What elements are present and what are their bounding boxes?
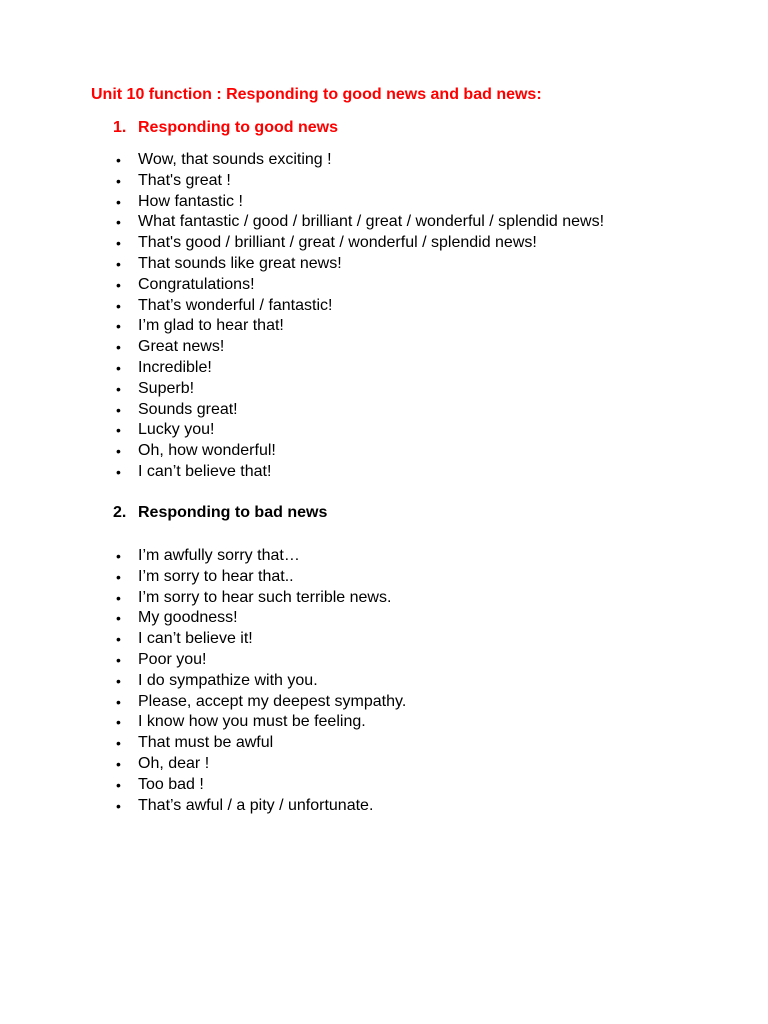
list-item-text: Poor you! — [138, 650, 207, 668]
list-item-text: My goodness! — [138, 609, 238, 627]
section-number: 2. — [113, 504, 127, 521]
bullet-icon: • — [116, 380, 121, 397]
list-item-text: I can’t believe it! — [138, 630, 253, 648]
bullet-icon: • — [116, 568, 121, 585]
list-item-text: I’m sorry to hear such terrible news. — [138, 588, 392, 606]
list-item-text: Sounds great! — [138, 400, 238, 418]
list-item — [113, 567, 406, 588]
list-item — [113, 192, 604, 213]
bullet-icon: • — [116, 735, 121, 752]
bullet-icon: • — [116, 693, 121, 710]
list-item-text: Incredible! — [138, 358, 212, 376]
list-item-text: I’m awfully sorry that… — [138, 547, 300, 564]
list-item — [113, 171, 604, 192]
list-item-text: Great news! — [138, 338, 225, 356]
list-item — [113, 420, 604, 441]
bullet-icon: • — [116, 651, 121, 668]
bad-news-list — [113, 546, 406, 816]
bullet-icon: • — [116, 235, 121, 252]
list-item-text: Oh, dear ! — [138, 754, 210, 772]
list-item — [113, 379, 604, 400]
bullet-icon: • — [116, 672, 121, 689]
list-item — [113, 150, 604, 171]
list-item — [113, 796, 406, 817]
list-item — [113, 775, 406, 796]
list-item — [113, 650, 406, 671]
bullet-icon: • — [116, 631, 121, 648]
list-item-text: I do sympathize with you. — [138, 671, 318, 689]
list-item-text: Wow, that sounds exciting ! — [138, 151, 332, 168]
list-item — [113, 316, 604, 337]
section-heading-label: Responding to bad news — [138, 504, 328, 521]
list-item — [113, 275, 604, 296]
list-item-text: I can’t believe that! — [138, 462, 272, 480]
bullet-icon: • — [116, 152, 121, 168]
section-heading-good-news — [113, 119, 338, 137]
list-item — [113, 254, 604, 275]
bullet-icon: • — [116, 255, 121, 272]
list-item — [113, 733, 406, 754]
bullet-icon: • — [116, 339, 121, 356]
bullet-icon: • — [116, 359, 121, 376]
list-item — [113, 233, 604, 254]
list-item — [113, 441, 604, 462]
bullet-icon: • — [116, 214, 121, 231]
list-item-text: That's good / brilliant / great / wonderful / splendid news! — [138, 234, 537, 252]
list-item-text: Lucky you! — [138, 421, 215, 439]
list-item — [113, 212, 604, 233]
bullet-icon: • — [116, 589, 121, 606]
good-news-list — [113, 150, 604, 483]
list-item-text: Too bad ! — [138, 775, 204, 793]
document-title: Unit 10 function : Responding to good news and bad news: — [91, 86, 542, 103]
list-item-text: That sounds like great news! — [138, 254, 342, 272]
list-item — [113, 546, 406, 567]
list-item — [113, 608, 406, 629]
list-item-text: Oh, how wonderful! — [138, 442, 276, 460]
list-item-text: What fantastic / good / brilliant / great / wonderful / splendid news! — [138, 213, 605, 231]
list-item — [113, 462, 604, 483]
section-heading-label: Responding to good news — [138, 119, 338, 136]
list-item-text: Congratulations! — [138, 275, 255, 293]
bullet-icon: • — [116, 172, 121, 189]
section-heading-bad-news — [113, 504, 327, 522]
bullet-icon: • — [116, 548, 121, 564]
list-item-text: I’m glad to hear that! — [138, 317, 284, 335]
bullet-icon: • — [116, 318, 121, 335]
list-item-text: That’s awful / a pity / unfortunate. — [138, 796, 374, 814]
bullet-icon: • — [116, 463, 121, 480]
bullet-icon: • — [116, 755, 121, 772]
bullet-icon: • — [116, 714, 121, 731]
list-item — [113, 588, 406, 609]
bullet-icon: • — [116, 443, 121, 460]
list-item-text: How fantastic ! — [138, 192, 243, 210]
bullet-icon: • — [116, 297, 121, 314]
list-item — [113, 754, 406, 775]
bullet-icon: • — [116, 422, 121, 439]
bullet-icon: • — [116, 610, 121, 627]
bullet-icon: • — [116, 193, 121, 210]
list-item-text: Superb! — [138, 379, 195, 397]
list-item — [113, 296, 604, 317]
list-item-text: I’m sorry to hear that.. — [138, 567, 294, 585]
list-item — [113, 692, 406, 713]
list-item — [113, 671, 406, 692]
list-item — [113, 358, 604, 379]
list-item — [113, 629, 406, 650]
list-item-text: That must be awful — [138, 734, 274, 752]
list-item-text: That's great ! — [138, 171, 231, 189]
bullet-icon: • — [116, 401, 121, 418]
section-number: 1. — [113, 119, 127, 136]
list-item — [113, 400, 604, 421]
bullet-icon: • — [116, 276, 121, 293]
bullet-icon: • — [116, 797, 121, 814]
list-item — [113, 337, 604, 358]
list-item — [113, 712, 406, 733]
list-item-text: Please, accept my deepest sympathy. — [138, 692, 407, 710]
list-item-text: I know how you must be feeling. — [138, 713, 366, 731]
bullet-icon: • — [116, 776, 121, 793]
list-item-text: That’s wonderful / fantastic! — [138, 296, 333, 314]
